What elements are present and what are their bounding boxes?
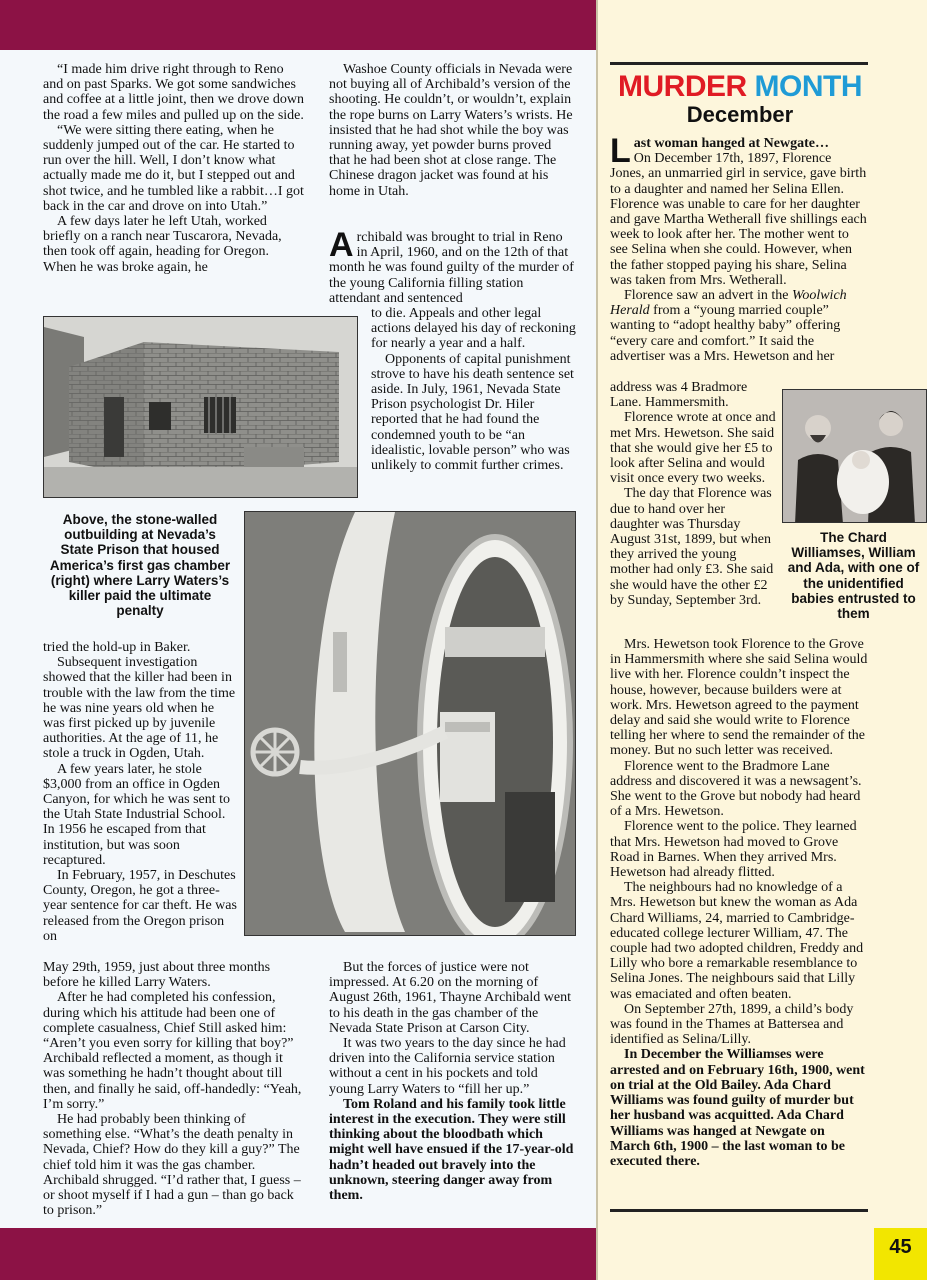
page-number: 45 <box>874 1228 927 1280</box>
bottom-color-band <box>0 1228 596 1280</box>
paragraph: In February, 1957, in Deschutes County, Oregon, he got a three-year sentence for car theft. He was released from the Oregon prison on <box>43 868 237 944</box>
paragraph: But the forces of justice were not impressed. At 6.20 on the morning of August 26th, 1961, Thayne Archibald went to his death in the gas chamber of the Nevada State Prison at Carson City. <box>329 960 571 1036</box>
title-murder: MURDER <box>618 70 747 103</box>
paragraph: Florence wrote at once and met Mrs. Hewetson. She said that she would give her £5 to look after Selina and would visit once every two weeks. <box>610 410 776 487</box>
sidebar-lead-paragraph: Last woman hanged at Newgate… On December 17th, 1897, Florence Jones, an unmarried girl in service, gave birth to a daughter and named her Selina Ellen. Florence was unable to care for her daughter and gave Martha Wetherall five shillings each week to look after her. The mother went to see Selina when she could. However, when the father stopped paying his share, Selina was taken from Mrs. Wetherall. <box>610 132 867 288</box>
title-month: MONTH <box>754 70 862 103</box>
outbuilding-illustration <box>44 317 358 498</box>
sidebar-headline: ast woman hanged at Newgate… <box>633 136 829 151</box>
paragraph: A few years later, he stole $3,000 from an office in Ogden Canyon, for which he was sent to the Utah State Industrial School. In 1956 he escaped from that institution, but was soon recaptured. <box>43 761 231 868</box>
paragraph: “I made him drive right through to Reno and on past Sparks. We got some sandwiches and coffee at a little joint, then we drove down the road a few miles and pulled up on the side. <box>43 62 304 123</box>
paragraph: After he had completed his confession, during which his attitude had been one of complete casualness, Chief Still asked him: “Aren’t you even sorry for killing that boy?” Archibald reflected a moment, as though it was something he hadn’t thought about till then, and finally he said, off-handedly: “Yeah, I’m sorry.” <box>43 990 302 1112</box>
paragraph: Florence saw an advert in the Woolwich Herald from a “young married couple” wanting to “adopt healthy baby” offering “every care and comfort.” It said the advertiser was a Mrs. Hewetson and her <box>610 288 847 364</box>
chard-williams-illustration <box>783 390 927 523</box>
paragraph: On September 27th, 1899, a child’s body was found in the Thames at Battersea and identified as Selina/Lilly. <box>610 1001 854 1048</box>
article-col2-bottom <box>329 960 574 1203</box>
paragraph: to die. Appeals and other legal actions delayed his day of reckoning for nearly a year and a half. <box>371 306 576 352</box>
sidebar-intro <box>610 132 868 364</box>
paragraph: It was two years to the day since he had driven into the California service station without a cent in his pockets and told young Larry Waters to “fill her up.” <box>329 1036 566 1097</box>
paragraph: Subsequent investigation showed that the killer had been in trouble with the law from the time he was nine years old when he was first picked up by juvenile authorities. At the age of 11, he stole a truck in Ogden, Utah. <box>43 655 236 762</box>
paragraph: Florence went to the police. They learned that Mrs. Hewetson had moved to Grove Road in Barnes. When they arrived Mrs. Hewetson had already flitted. <box>610 819 857 881</box>
sidebar-bold-paragraph: In December the Williamses were arrested and on February 16th, 1900, went on trial at the Old Bailey. Ada Chard Williams was found guilty of murder but her husband was acquitted. Ada Chard Williams was hanged at Newgate on March 6th, 1900 – the last woman to be executed there. <box>610 1047 865 1169</box>
paragraph: He had probably been thinking of something else. “What’s the death penalty in Nevada, Chief? How do they kill a guy?” The chief told him it was the gas chamber. Archibald shrugged. “I’d rather that, I guess – or shoot myself if I had a gun – than go back to prison.” <box>43 1112 301 1219</box>
drop-cap: L <box>610 132 631 170</box>
paragraph: May 29th, 1959, just about three months before he killed Larry Waters. <box>43 960 271 991</box>
top-color-band <box>0 0 596 50</box>
article-col1-narrow <box>43 640 237 944</box>
gas-chamber-photo <box>244 511 576 936</box>
murder-month-title <box>600 70 880 104</box>
sidebar-body <box>610 637 868 1169</box>
paragraph: A few days later he left Utah, worked briefly on a ranch near Tuscarora, Nevada, then took off again, heading for Oregon. When he was broke again, he <box>43 214 282 275</box>
sidebar-narrow-column <box>610 380 776 608</box>
article-col1-bottom <box>43 960 305 1218</box>
drop-cap: A <box>329 226 354 264</box>
article-col2-narrow <box>371 306 579 473</box>
article-col2-top <box>329 62 574 199</box>
paragraph: “We were sitting there eating, when he suddenly jumped out of the car. He started to run over the hill. Well, I don’t know what actually made me do it, but I stepped out and shot twice, and he tumbled like a rabbit…I got back in the car and drove on into Utah.” <box>43 122 304 214</box>
outbuilding-caption: Above, the stone-walled outbuilding at Nevada’s State Prison that housed America’s first gas chamber (right) where Larry Waters’s killer paid the ultimate penalty <box>49 512 231 619</box>
chard-williams-photo <box>782 389 927 523</box>
article-col1-top <box>43 62 305 275</box>
paragraph: Washoe County officials in Nevada were not buying all of Archibald’s version of the shooting. He couldn’t, or wouldn’t, explain the rope burns on Larry Waters’s wrists. He insisted that he had shot while the boy was running away, yet powder burns proved that he had been shot at close range. The Chinese dragon jacket was found at his home in Utah. <box>329 62 573 199</box>
paragraph: The neighbours had no knowledge of a Mrs. Hewetson but knew the woman as Ada Chard Williams, 24, married to Cambridge-educated college lecturer William, 47. The couple had two adopted children, Freddy and Lilly who bore a remarkable resemblance to Selina Jones. The neighbours said that Lilly was emaciated and often beaten. <box>610 880 864 1002</box>
paragraph: Florence went to the Bradmore Lane address and discovered it was a newsagent’s. She went to the Grove but nobody had heard of a Mrs. Hewetson. <box>610 758 862 820</box>
article-col2-dropcap-block <box>329 226 574 306</box>
closing-bold-paragraph: Tom Roland and his family took little interest in the execution. They were still thinking about the bloodbath which might well have ensued if the 17-year-old hadn’t headed out bravely into the unknown, steering danger away from them. <box>329 1096 574 1204</box>
gas-chamber-illustration <box>245 512 576 936</box>
paragraph: Opponents of capital punishment strove to have his death sentence set aside. In July, 1961, Nevada State Prison psychologist Dr. Hiler reported that he had found the condemned youth to be “an idealistic, lovable person” who was unlikely to commit further crimes. <box>371 351 574 474</box>
paragraph: Mrs. Hewetson took Florence to the Grove in Hammersmith where she said Selina would live with her. Florence couldn’t inspect the house, however, because builders were at work. Mrs. Hewetson agreed to the payment delay and said she would write to Florence telling her where to send the remainder of the money. But no such letter was received. <box>610 637 868 759</box>
newspaper-name: Woolwich Herald <box>610 288 847 319</box>
paragraph: The day that Florence was due to hand over her daughter was Thursday August 31st, 1899, but when they arrived the young mother had only £3. She said she would have the other £2 by Sunday, September 3rd. <box>610 486 774 608</box>
chard-williams-caption: The Chard Williamses, William and Ada, with one of the unidentified babies entrusted to them <box>787 530 920 622</box>
paragraph: address was 4 Bradmore Lane. Hammersmith. <box>610 380 748 411</box>
sidebar-top-rule <box>610 62 868 65</box>
paragraph: tried the hold-up in Baker. <box>43 640 191 655</box>
sidebar-subtitle: December <box>686 102 794 127</box>
sidebar-bottom-rule <box>610 1209 868 1212</box>
outbuilding-photo <box>43 316 358 498</box>
paragraph: Archibald was brought to trial in Reno in April, 1960, and on the 12th of that month he was found guilty of the murder of the young California filling station attendant and sentenced <box>329 226 574 306</box>
